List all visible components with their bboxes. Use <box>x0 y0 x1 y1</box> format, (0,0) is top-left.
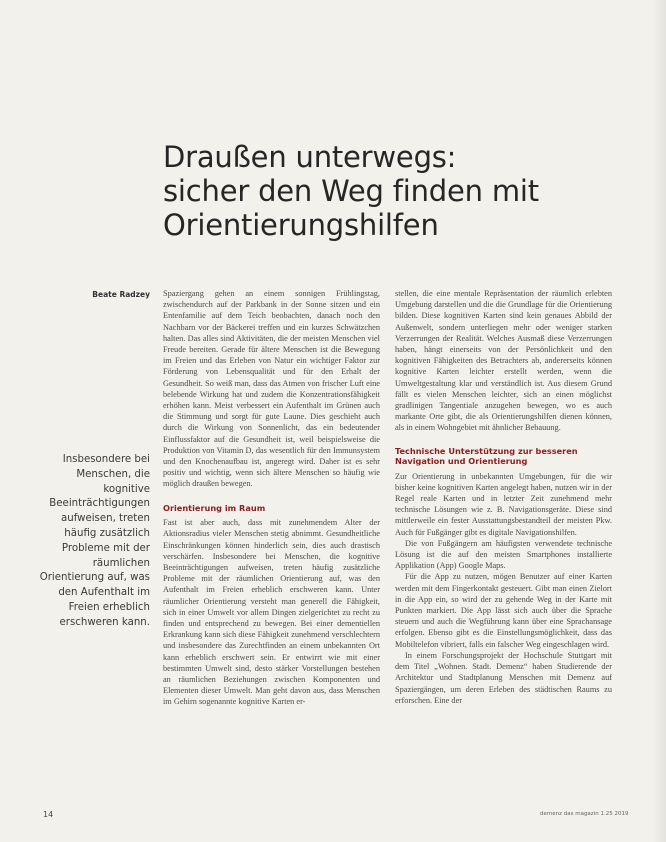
author-name: Beate Radzey <box>92 290 150 299</box>
paragraph: stellen, die eine mentale Repräsentation der räumlich erlebten Umgebung darstellen und die die Grundlage für die Orientierung bilden. Diese kognitiven Karten sind kein genaues Abbild der Außenwelt, sondern unterliegen mehr oder weniger starken Verzerrungen der Realität. Welches Ausmaß diese Verzerrungen haben, hängt einerseits von der Persönlichkeit und den kognitiven Fähigkeiten des Betrachters ab, andererseits können kognitive Karten leichter erstellt werden, wenn die Umweltgestaltung klar und verständlich ist. Aus diesem Grund fällt es vielen Menschen leichter, sich an einen möglichst gradlinigen Tangentiale anzugehen bewegen, wo es auch markante Orte gibt, die als Orientierungshilfen dienen können, als in einem Wohngebiet mit ähnlicher Bebauung. <box>395 289 612 433</box>
section-heading: Technische Unterstützung zur besseren Navigation und Orientierung <box>395 445 578 467</box>
pull-quote-text: Insbesondere bei Menschen, die kognitive Beeinträchtigungen aufweisen, treten häufig zusätzlich Probleme mit der räumlichen Orientierung auf, was den Aufenthalt im Freien erheblich erschweren kann. <box>39 454 150 628</box>
paragraph: Für die App zu nutzen, mögen Benutzer auf einer Karten werden mit dem Fingerkontakt gesteuert. Gibt man einen Zielort in die App ein, so wird der zu gehende Weg in der Karte mit Punkten markiert. Die App lässt sich auch über die Sprache steuern und auch die Wegführung kann über eine Sprachansage erfolgen. Ebenso gibt es die Einstellungsmöglichkeit, dass das Mobiltelefon vibriert, falls ein falscher Weg eingeschlagen wird. <box>395 572 612 649</box>
article-title <box>163 140 633 242</box>
page-number: 14 <box>43 810 54 819</box>
text-column-left <box>163 288 380 708</box>
footer-publication: demenz das magazin 1.25 2019 <box>540 811 629 817</box>
paragraph: Fast ist aber auch, dass mit zunehmendem Alter der Aktionsradius vieler Menschen stetig abnimmt. Gesundheitliche Einschränkungen können hinderlich sein, dies auch drastisch verschärfen. Insbesondere bei Menschen, die kognitive Beeinträchtigungen aufweisen, treten häufig zusätzliche Probleme mit der räumlichen Orientierung auf, was den Aufenthalt im Freien erheblich erschweren kann. Unter räumlicher Orientierung versteht man generell die Fähigkeit, sich in einer Umwelt vor allem Dingen zielgerichtet zu recht zu finden und entsprechend zu bewegen. Bei einer dementiellen Erkrankung kann sich diese Fähigkeit zunehmend verschlechtern und insbesondere das Zurechtfinden an einem unbekannten Ort kann erheblich erschwert sein. Er entwirrt wie mit einer bestimmten Umwelt sind, desto stärker Vorstellungen bestehen an räumlichen Beziehungen zwischen Komponenten und Elementen dieser Umwelt. Man geht davon aus, dass Menschen im Gehirn sogenannte kognitive Karten er- <box>163 518 380 707</box>
paragraph: Zur Orientierung in unbekannten Umgebungen, für die wir bisher keine kognitiven Karten angelegt haben, nutzen wir in der Regel reale Karten und in letzter Zeit zunehmend mehr technische Lösungen wie z. B. Navigationsgeräte. Diese sind mittlerweile ein fester Ausstattungsbestandteil der meisten Pkw. Auch für Fußgänger gibt es digitale Navigationshilfen. <box>395 471 612 537</box>
paragraph: Spaziergang gehen an einem sonnigen Frühlingstag, zwischendurch auf der Parkbank in der Sonne sitzen und ein Entenfamilie auf dem Teich beobachten, danach noch den Nachbarn vor der Bäckerei treffen und ein kurzes Schwätzchen halten. Das alles sind Aktivitäten, die der meisten Menschen viel Freude bereiten. Gerade für ältere Menschen ist die Bewegung im Freien und das Erleben von Natur ein wichtiger Faktor zur Förderung von Lebensqualität und für den Erhalt der Gesundheit. So weiß man, dass das Atmen von frischer Luft eine belebende Wirkung hat und zudem die Konzentrationsfähigkeit erhöhen kann. Meist verbessert ein Aufenthalt im Grünen auch die Stimmung und sorgt für gute Laune. Dies geschieht auch durch die Wirkung von Sonnenlicht, das ein bedeutender Einflussfaktor auf die Gesundheit ist, weil beispielsweise die Produktion von Vitamin D, das wesentlich für den Immunsystem und den Knochenaufbau ist, angeregt wird. Daher ist es sehr positiv und wichtig, wenn sich ältere Menschen so häufig wie möglich draußen bewegen. <box>163 289 380 489</box>
title-line-1: Draußen unterwegs: <box>163 140 457 174</box>
text-column-right <box>395 288 612 706</box>
title-line-3: Orientierungshilfen <box>163 208 439 242</box>
pull-quote <box>30 453 150 631</box>
paragraph: Die von Fußgängern am häufigsten verwendete technische Lösung ist die auf den meisten Smartphones installierte Applikation (App) Google Maps. <box>395 538 612 571</box>
section-heading: Orientierung im Raum <box>163 502 266 513</box>
page-edge-shadow <box>652 0 666 842</box>
title-line-2: sicher den Weg finden mit <box>163 174 539 208</box>
paragraph: In einem Forschungsprojekt der Hochschule Stuttgart mit dem Titel „Wohnen. Stadt. Demenz“ haben Studierende der Architektur und Stadtplanung Menschen mit Demenz auf Spaziergängen, um deren Erleben des städtischen Raums zu erforschen. Eine der <box>395 650 612 705</box>
